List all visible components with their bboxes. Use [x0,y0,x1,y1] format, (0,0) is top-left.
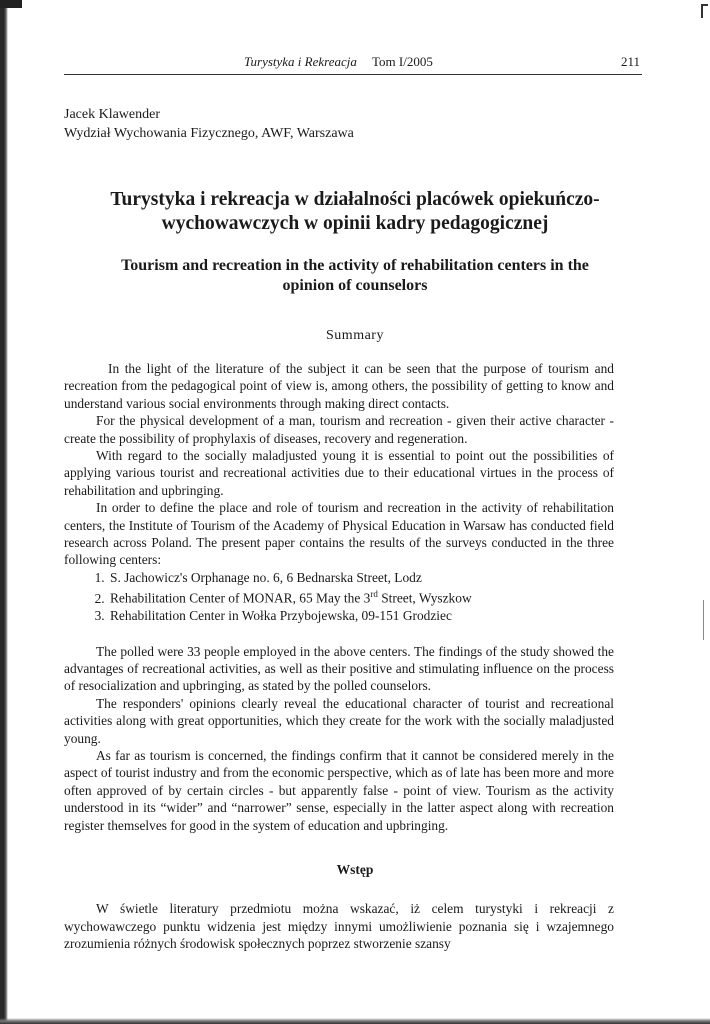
ordinal-suffix: rd [370,589,378,600]
summary-paragraph: The responders' opinions clearly reveal the educational character of tourist and recreational activities along with great opportunities, which they create for the work with the socially maladjusted young. [64,695,614,746]
running-head [64,54,642,75]
intro-paragraph: W świetle literatury przedmiotu można wskazać, iż celem turystyki i rekreacji z wychowawczego punktu widzenia jest między innymi umożliwienie poznania się i wzajemnego zrozumienia różnych środowisk społecznych poprzez stworzenie szansy [64,901,614,952]
center-item [108,586,614,607]
center-item [108,569,614,586]
journal-name: Turystyka i Rekreacja [244,54,357,69]
summary-paragraph: In order to define the place and role of tourism and recreation in the activity of rehabilitation centers, the Institute of Tourism of the Academy of Physical Education in Warsaw has conducted field research across Poland. The present paper contains the results of the surveys conducted in the three following centers: [64,500,614,568]
scan-bottom-edge [0,1018,710,1024]
centers-list [64,569,614,625]
summary-paragraph: With regard to the socially maladjusted young it is essential to point out the possibilities of applying various tourist and recreational activities due to their educational virtues in the process of rehabilitation and upbringing. [64,448,614,498]
author-affiliation: Wydział Wychowania Fizycznego, AWF, Warszawa [64,126,354,141]
title-english-line-1: Tourism and recreation in the activity of rehabilitation centers in the [121,257,589,274]
summary-heading: Summary [326,328,384,343]
scan-corner-mark [0,0,22,8]
summary-paragraph: In the light of the literature of the subject it can be seen that the purpose of tourism and recreation from the pedagogical point of view is, among others, the possibility of getting to know and understand various social environments through making direct contacts. [64,361,614,411]
summary-body [64,360,614,834]
center-text: Rehabilitation Center in Wołka Przybojewska, 09-151 Grodziec [110,608,452,624]
title-english [50,256,660,296]
summary-paragraph: The polled were 33 people employed in the above centers. The findings of the study showed the advantages of recreational activities, as well as their positive and stimulating influence on the process of resocialization and upbringing, as stated by the polled counselors. [64,643,614,694]
title-polish [40,188,670,236]
center-item [108,607,614,624]
section-heading-intro: Wstęp [336,862,374,877]
center-text: S. Jachowicz's Orphanage no. 6, 6 Bednarska Street, Lodz [110,569,422,585]
page-number: 211 [620,54,640,69]
scan-crop-mark [701,4,708,18]
title-polish-line-2: wychowawczych w opinii kadry pedagogicznej [161,213,549,234]
summary-paragraph: As far as tourism is concerned, the findings confirm that it cannot be considered merely in the aspect of tourist industry and from the economic perspective, which as of late has been more and more often approved of by certain circles - but apparently false - point of view. Tourism as the activity understood in its “wider” and “narrower” sense, especially in the latter aspect along with recreation register themselves for good in the system of education and upbringing. [64,748,614,833]
journal-volume: Tom I/2005 [372,54,433,69]
scan-margin-line [703,600,704,640]
author-block [64,105,354,143]
summary-paragraph: For the physical development of a man, tourism and recreation - given their active character - create the possibility of prophylaxis of diseases, recovery and regeneration. [64,413,614,446]
center-text: Rehabilitation Center of MONAR, 65 May the 3 [110,590,371,606]
author-name: Jacek Klawender [64,107,161,122]
center-text-rest: Street, Wyszkow [377,590,472,606]
title-english-line-2: opinion of counselors [282,277,428,294]
title-polish-line-1: Turystyka i rekreacja w działalności placówek opiekuńczo- [110,189,600,210]
